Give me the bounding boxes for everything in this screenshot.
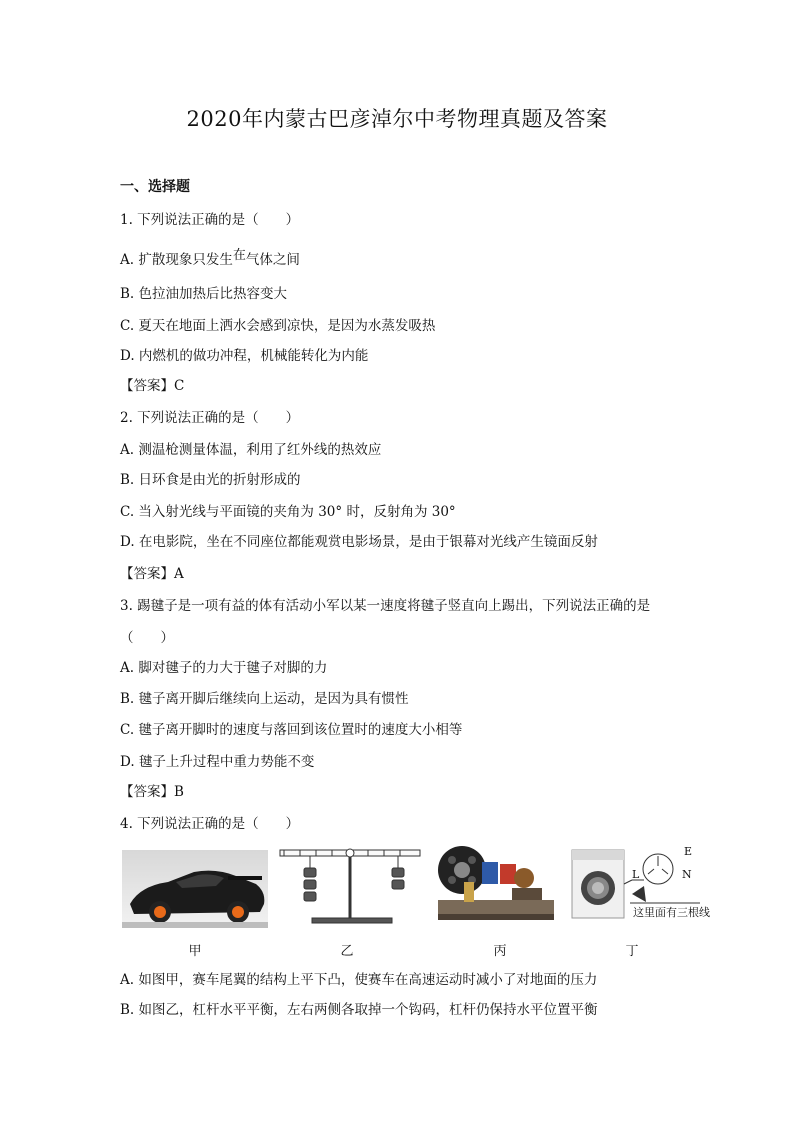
figure-label-bing: 丙 <box>493 944 507 959</box>
text-line: D. 内燃机的做功冲程，机械能转化为内能 <box>120 348 369 364</box>
text-line <box>120 248 300 268</box>
socket-letter-n: N <box>682 868 692 881</box>
text-line: A. 如图甲，赛车尾翼的结构上平下凸，使赛车在高速运动时减小了对地面的压力 <box>120 972 598 988</box>
text-line: C. 当入射光线与平面镜的夹角为 30° 时，反射角为 30° <box>120 504 456 520</box>
figure-label-jia: 甲 <box>188 944 202 959</box>
text-line: A. 测温枪测量体温，利用了红外线的热效应 <box>120 442 382 458</box>
figure-label-ding: 丁 <box>625 944 639 959</box>
socket-caption: 这里面有三根线 <box>633 906 710 919</box>
text-line: （ ） <box>120 630 174 646</box>
engine-model-image <box>438 846 554 920</box>
text-line: C. 毽子离开脚时的速度与落回到该位置时的速度大小相等 <box>120 722 463 738</box>
text-line: B. 毽子离开脚后继续向上运动，是因为具有惯性 <box>120 691 409 707</box>
text-line: B. 色拉油加热后比热容变大 <box>120 286 288 302</box>
text-line: D. 在电影院，坐在不同座位都能观赏电影场景，是由于银幕对光线产生镜面反射 <box>120 534 598 550</box>
text-line: D. 毽子上升过程中重力势能不变 <box>120 754 315 770</box>
race-car-image <box>122 850 268 928</box>
socket-letter-e: E <box>684 845 693 858</box>
text-segment: A. 扩散现象只发生 <box>120 252 233 268</box>
figure-label-yi: 乙 <box>340 944 354 959</box>
text-line: 3. 踢毽子是一项有益的体有活动小军以某一速度将毽子竖直向上踢出，下列说法正确的是 <box>120 598 651 614</box>
text-line: 4. 下列说法正确的是（ ） <box>120 816 300 832</box>
section-heading: 一、选择题 <box>120 179 190 195</box>
socket-letter-l: L <box>632 868 640 881</box>
text-line: C. 夏天在地面上洒水会感到凉快，是因为水蒸发吸热 <box>120 318 436 334</box>
text-line: 1. 下列说法正确的是（ ） <box>120 212 300 228</box>
text-line: B. 如图乙，杠杆水平平衡，左右两侧各取掉一个钩码，杠杆仍保持水平位置平衡 <box>120 1002 598 1018</box>
page-title: 2020年内蒙古巴彦淖尔中考物理真题及答案 <box>186 107 608 131</box>
raised-character: 在 <box>232 248 246 263</box>
text-line: 2. 下列说法正确的是（ ） <box>120 410 300 426</box>
text-line: 【答案】C <box>120 378 185 394</box>
text-line: 【答案】A <box>120 566 184 582</box>
lever-balance-image <box>280 849 420 923</box>
text-segment: 气体之间 <box>245 252 300 268</box>
text-line: A. 脚对毽子的力大于毽子对脚的力 <box>120 660 328 676</box>
text-line: B. 日环食是由光的折射形成的 <box>120 472 301 488</box>
text-line: 【答案】B <box>120 784 184 800</box>
